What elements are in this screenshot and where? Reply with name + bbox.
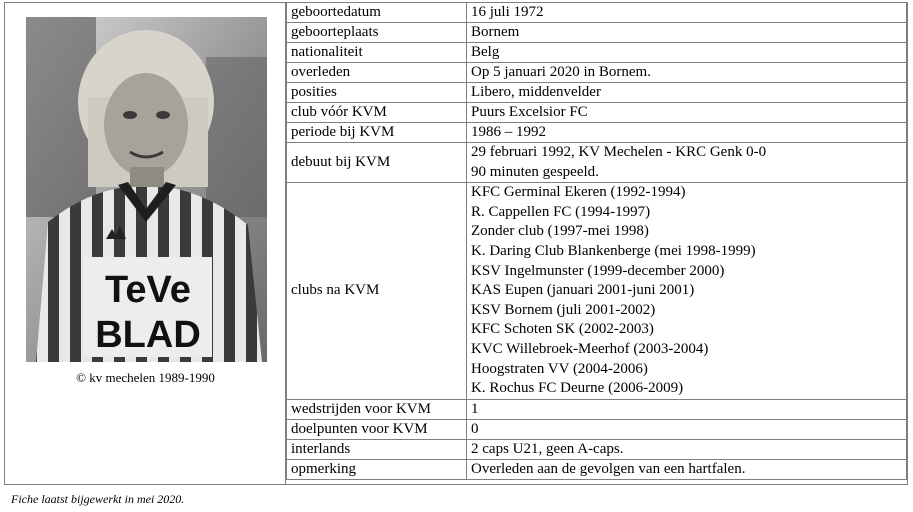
info-value-line: KFC Schoten SK (2002-2003): [471, 321, 654, 338]
player-fiche: [4, 2, 908, 485]
info-label: club vóór KVM: [287, 103, 467, 123]
info-label: geboorteplaats: [287, 23, 467, 43]
info-value: 1: [467, 399, 907, 419]
info-value-line: 90 minuten gespeeld.: [471, 163, 599, 180]
info-value: 0: [467, 419, 907, 439]
player-photo: [26, 17, 267, 362]
info-value: [467, 143, 907, 183]
shirt-sponsor-text-top: TeVe: [105, 269, 191, 311]
info-label: periode bij KVM: [287, 123, 467, 143]
info-value-line: K. Daring Club Blankenberge (mei 1998-1999): [471, 242, 756, 259]
info-value-line: Zonder club (1997-mei 1998): [471, 223, 649, 240]
info-label: debuut bij KVM: [287, 143, 467, 183]
info-row-geboortedatum: [287, 3, 907, 23]
info-label: wedstrijden voor KVM: [287, 399, 467, 419]
info-label: doelpunten voor KVM: [287, 419, 467, 439]
footer-note: Fiche laatst bijgewerkt in mei 2020.: [11, 492, 185, 506]
info-label: interlands: [287, 439, 467, 459]
info-row-periode-bij-kvm: [287, 123, 907, 143]
info-row-nationaliteit: [287, 43, 907, 63]
info-label: opmerking: [287, 459, 467, 479]
info-value: Overleden aan de gevolgen van een hartfalen.: [467, 459, 907, 479]
info-value-line: 29 februari 1992, KV Mechelen - KRC Genk 0-0: [471, 144, 767, 160]
info-value-line: K. Rochus FC Deurne (2006-2009): [471, 380, 684, 397]
info-table: [286, 3, 907, 480]
info-value: Belg: [467, 43, 907, 63]
info-value: 2 caps U21, geen A-caps.: [467, 439, 907, 459]
info-row-posities: [287, 83, 907, 103]
info-value-line: KVC Willebroek-Meerhof (2003-2004): [471, 340, 709, 357]
info-row-debuut: [287, 143, 907, 183]
info-row-opmerking: [287, 459, 907, 479]
info-row-geboorteplaats: [287, 23, 907, 43]
info-value: Puurs Excelsior FC: [467, 103, 907, 123]
info-value: Libero, middenvelder: [467, 83, 907, 103]
info-row-doelpunten-voor-kvm: [287, 419, 907, 439]
info-label: geboortedatum: [287, 3, 467, 23]
info-row-clubs-na-kvm: [287, 183, 907, 400]
photo-caption: © kv mechelen 1989-1990: [76, 370, 215, 385]
info-label: overleden: [287, 63, 467, 83]
info-label: nationaliteit: [287, 43, 467, 63]
info-value-line: KAS Eupen (januari 2001-juni 2001): [471, 282, 695, 299]
shirt-sponsor-text-bottom: BLAD: [95, 314, 201, 356]
info-value-line: R. Cappellen FC (1994-1997): [471, 203, 651, 220]
info-value-line: KSV Bornem (juli 2001-2002): [471, 301, 656, 318]
info-value: 1986 – 1992: [467, 123, 907, 143]
info-row-interlands: [287, 439, 907, 459]
info-value-line: Hoogstraten VV (2004-2006): [471, 360, 648, 377]
info-row-club-voor-kvm: [287, 103, 907, 123]
info-value: Bornem: [467, 23, 907, 43]
info-value: 16 juli 1972: [467, 3, 907, 23]
info-label: clubs na KVM: [287, 183, 467, 400]
info-row-overleden: [287, 63, 907, 83]
photo-cell: [5, 3, 286, 484]
info-value: Op 5 januari 2020 in Bornem.: [467, 63, 907, 83]
info-value: [467, 183, 907, 400]
info-value-line: KSV Ingelmunster (1999-december 2000): [471, 262, 725, 279]
info-value-line: KFC Germinal Ekeren (1992-1994): [471, 184, 686, 201]
info-label: posities: [287, 83, 467, 103]
info-row-wedstrijden-voor-kvm: [287, 399, 907, 419]
